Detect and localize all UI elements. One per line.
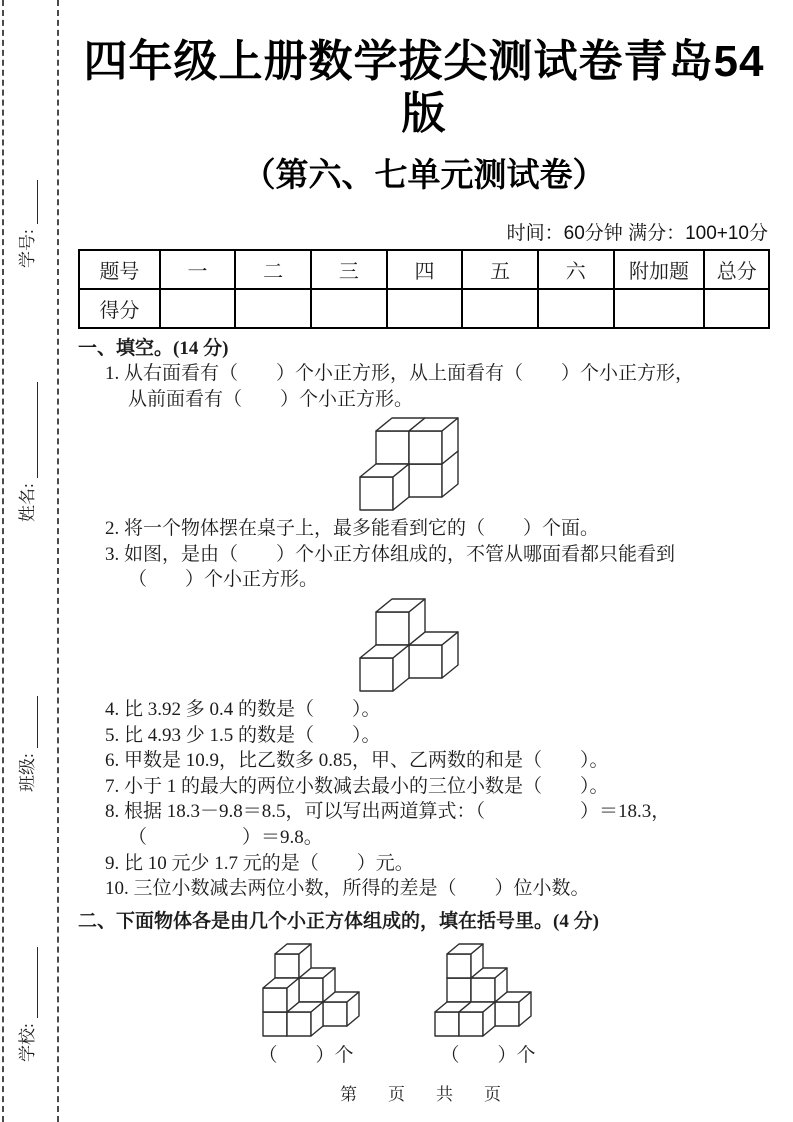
- question-6-line: 6. 甲数是 10.9，比乙数多 0.85，甲、乙两数的和是（ ）。: [105, 750, 609, 772]
- class-label: 班级:: [18, 753, 37, 792]
- left-cut-dashed-line: [2, 0, 4, 1122]
- column-4: 四: [387, 250, 463, 289]
- score-cell: [538, 289, 614, 328]
- cube-figure-sec2-right: [433, 942, 533, 1038]
- exam-title: 四年级上册数学拔尖测试卷青岛54版: [83, 37, 765, 138]
- student-number-field: [16, 180, 38, 268]
- student-name-label: 姓名:: [18, 483, 37, 522]
- count-blank-left: （ ）个: [258, 1044, 354, 1066]
- score-cell: [462, 289, 538, 328]
- score-cell: [614, 289, 705, 328]
- score-table-score-row: [79, 289, 769, 328]
- student-name-blank-line: [23, 382, 38, 478]
- question-1-figure-row: [78, 416, 740, 512]
- question-7-line: 7. 小于 1 的最大的两位小数减去最小的三位小数是（ ）。: [105, 775, 609, 797]
- score-cell: [387, 289, 463, 328]
- column-1: 一: [160, 250, 236, 289]
- column-total: 总分: [704, 250, 769, 289]
- question-3-line-2: （ ）个小正方形。: [128, 569, 319, 591]
- seal-dashed-line: [57, 0, 59, 1122]
- class-field: [16, 696, 38, 792]
- score-cell: [704, 289, 769, 328]
- score-cell: [235, 289, 311, 328]
- question-9-line: 9. 比 10 元少 1.7 元的是（ ）元。: [105, 852, 414, 874]
- question-number-header: 题号: [79, 250, 160, 289]
- exam-content: [78, 0, 770, 1067]
- question-1-line-2: 从前面看有（ ）个小正方形。: [128, 388, 414, 410]
- section-2-figures-row: [78, 942, 716, 1038]
- cube-figure-q1: [358, 416, 460, 512]
- column-bonus: 附加题: [614, 250, 705, 289]
- column-2: 二: [235, 250, 311, 289]
- question-8-line-1: 8. 根据 18.3－9.8＝8.5，可以写出两道算式：（ ）＝18.3，: [105, 801, 671, 823]
- student-number-label: 学号:: [18, 229, 37, 268]
- exam-subtitle: （第六、七单元测试卷）: [242, 156, 606, 193]
- count-blank-right: （ ）个: [440, 1044, 536, 1066]
- cube-figure-q3: [358, 597, 460, 693]
- question-1-line-1: 1. 从右面看有（ ）个小正方形，从上面看有（ ）个小正方形，: [105, 363, 695, 384]
- score-row-header: 得分: [79, 289, 160, 328]
- score-table: [78, 249, 770, 329]
- cube-figure-sec2-left: [261, 942, 361, 1038]
- class-blank-line: [23, 696, 38, 748]
- column-3: 三: [311, 250, 387, 289]
- student-name-field: [16, 382, 38, 522]
- page-footer: 第 页 共 页: [340, 1085, 508, 1104]
- time-and-score-info: 时间：60分钟 满分：100+10分: [506, 223, 768, 244]
- column-6: 六: [538, 250, 614, 289]
- school-blank-line: [23, 947, 38, 1018]
- score-table-header-row: [79, 250, 769, 289]
- question-4-line: 4. 比 3.92 多 0.4 的数是（ ）。: [105, 698, 381, 720]
- school-field: [16, 947, 38, 1062]
- score-cell: [160, 289, 236, 328]
- question-2-line: 2. 将一个物体摆在桌子上，最多能看到它的（ ）个面。: [105, 518, 600, 540]
- score-cell: [311, 289, 387, 328]
- question-5-line: 5. 比 4.93 少 1.5 的数是（ ）。: [105, 724, 381, 746]
- question-3-figure-row: [78, 597, 740, 693]
- question-3-line-1: 3. 如图，是由（ ）个小正方体组成的，不管从哪面看都只能看到: [105, 543, 676, 565]
- school-label: 学校:: [18, 1023, 37, 1062]
- student-number-blank-line: [23, 180, 38, 224]
- question-10-line: 10. 三位小数减去两位小数，所得的差是（ ）位小数。: [105, 878, 590, 900]
- section-2-heading: 二、下面物体各是由几个小正方体组成的，填在括号里。(4 分): [78, 910, 599, 932]
- question-8-line-2: （ ）＝9.8。: [128, 826, 323, 848]
- section-2-answer-labels: [78, 1040, 716, 1067]
- column-5: 五: [462, 250, 538, 289]
- section-1-heading: 一、填空。(14 分): [78, 338, 229, 359]
